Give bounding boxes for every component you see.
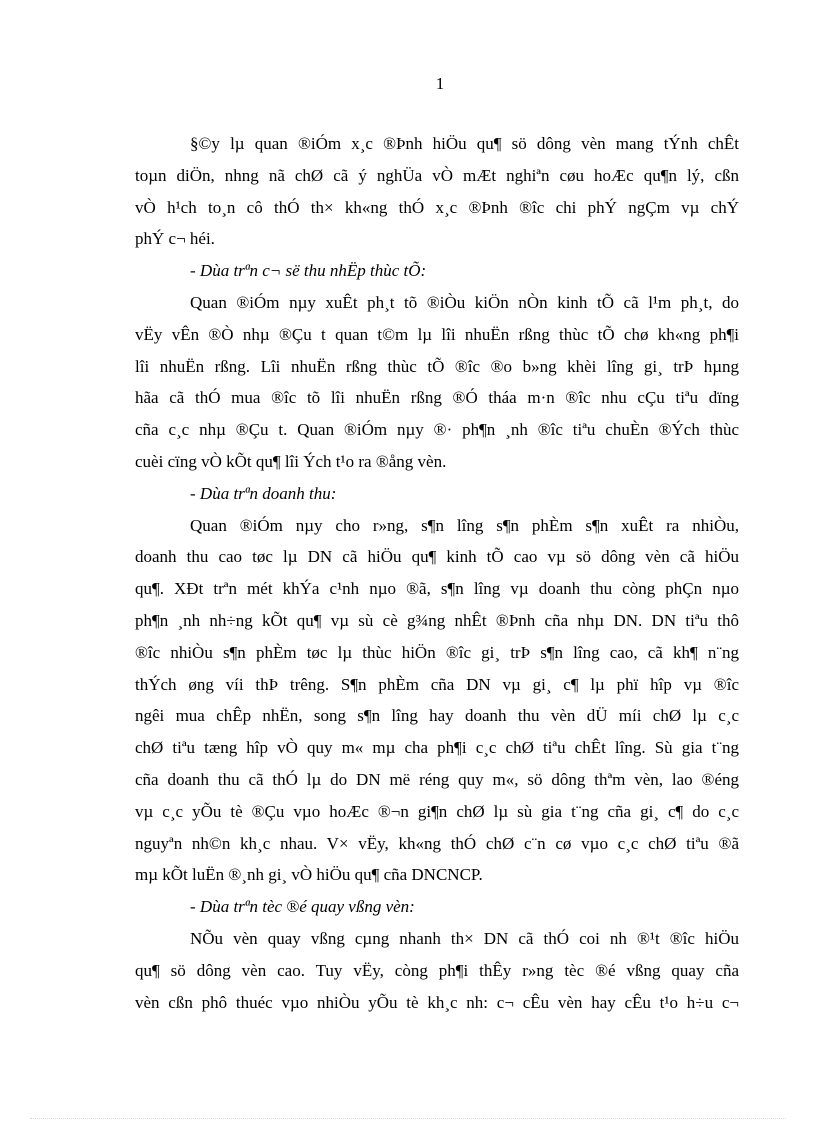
paragraph-line: Quan ®iÓm nµy cho r»ng, s¶n lîng s¶n phÈm s¶n xuÊt ra nhiÒu, (190, 515, 739, 535)
body-text (135, 128, 739, 1018)
paragraph-line: vËy vÊn ®Ò nhµ ®Çu t quan t©m lµ lîi nhuËn rßng thùc tÕ chø kh«ng ph¶i (135, 324, 739, 344)
paragraph-line: lîi nhuËn rßng. Lîi nhuËn rßng thùc tÕ ®îc ®o b»ng khèi lîng gi¸ trÞ hµng (135, 356, 739, 376)
paragraph-line: vèn cßn phô thuéc vµo nhiÒu yÕu tè kh¸c nh: c¬ cÊu vèn hay cÊu t¹o h÷u c¬ (135, 992, 739, 1012)
paragraph-line: cña doanh thu cã thÓ lµ do DN më réng quy m«, sö dông thªm vèn, lao ®éng (135, 769, 739, 789)
section-heading: - Dùa trªn tèc ®é quay vßng vèn: (190, 897, 415, 917)
paragraph-line: Quan ®iÓm nµy xuÊt ph¸t tõ ®iÒu kiÖn nÒn kinh tÕ cã l¹m ph¸t, do (190, 292, 739, 312)
paragraph-line: cuèi cïng vÒ kÕt qu¶ lîi Ých t¹o ra ®ång vèn. (135, 451, 447, 471)
paragraph-line: ®îc nhiÒu s¶n phÈm tøc lµ thùc hiÖn ®îc gi¸ trÞ s¶n lîng cao, cã kh¶ n¨ng (135, 642, 739, 662)
paragraph-line: §©y lµ quan ®iÓm x¸c ®Þnh hiÖu qu¶ sö dông vèn mang tÝnh chÊt (190, 134, 739, 153)
paragraph-line: chØ tiªu tæng hîp vÒ quy m« mµ cha ph¶i c¸c chØ tiªu chÊt lîng. Sù gia t¨ng (135, 738, 739, 758)
paragraph-line: ngêi mua chÊp nhËn, song s¶n lîng hay doanh thu vèn dÜ míi chØ lµ c¸c (135, 706, 739, 726)
paragraph-line: NÕu vèn quay vßng cµng nhanh th× DN cã thÓ coi nh ®¹t ®îc hiÖu (190, 928, 739, 948)
page-number: 1 (435, 74, 445, 93)
paragraph-line: ph¶n ¸nh nh÷ng kÕt qu¶ vµ sù cè g¾ng nhÊt ®Þnh cña nhµ DN. DN tiªu thô (135, 610, 739, 630)
paragraph-line: qu¶ sö dông vèn cao. Tuy vËy, còng ph¶i thÊy r»ng tèc ®é vßng quay cña (135, 960, 739, 980)
paragraph-line: vÒ h¹ch to¸n cô thÓ th× kh«ng thÓ x¸c ®Þnh ®îc chi phÝ ngÇm vµ chÝ (135, 197, 739, 217)
paragraph-line: qu¶. XÐt trªn mét khÝa c¹nh nµo ®ã, s¶n lîng vµ doanh thu còng phÇn nµo (135, 579, 739, 599)
paragraph-line: mµ kÕt luËn ®¸nh gi¸ vÒ hiÖu qu¶ cña DNCNCP. (135, 865, 483, 885)
paragraph-line: phÝ c¬ héi. (135, 229, 215, 249)
paragraph-line: vµ c¸c yÕu tè ®Çu vµo hoÆc ®¬n gi¶n chØ lµ sù gia t¨ng cña gi¸ c¶ do c¸c (135, 801, 739, 821)
paragraph-line: thÝch øng víi thÞ trêng. S¶n phÈm cña DN vµ gi¸ c¶ lµ phï hîp vµ ®îc (135, 674, 739, 694)
section-heading: - Dùa trªn doanh thu: (190, 483, 337, 503)
page-bottom-divider (30, 1118, 786, 1119)
section-heading: - Dùa trªn c¬ së thu nhËp thùc tÕ: (190, 261, 427, 281)
paragraph-line: nguyªn nh©n kh¸c nhau. V× vËy, kh«ng thÓ chØ c¨n cø vµo c¸c chØ tiªu ®ã (135, 833, 739, 853)
paragraph-line: toµn diÖn, nhng nã chØ cã ý nghÜa vÒ mÆt nghiªn cøu hoÆc qu¶n lý, cßn (135, 165, 739, 185)
paragraph-line: doanh thu cao tøc lµ DN cã hiÖu qu¶ kinh tÕ cao vµ sö dông vèn cã hiÖu (135, 547, 739, 567)
paragraph-line: cña c¸c nhµ ®Çu t. Quan ®iÓm nµy ®· ph¶n ¸nh ®îc tiªu chuÈn ®Ých thùc (135, 420, 739, 440)
paragraph-line: hãa cã thÓ mua ®îc tõ lîi nhuËn rßng ®Ó tháa m·n ®îc nhu cÇu tiªu dïng (135, 388, 739, 408)
